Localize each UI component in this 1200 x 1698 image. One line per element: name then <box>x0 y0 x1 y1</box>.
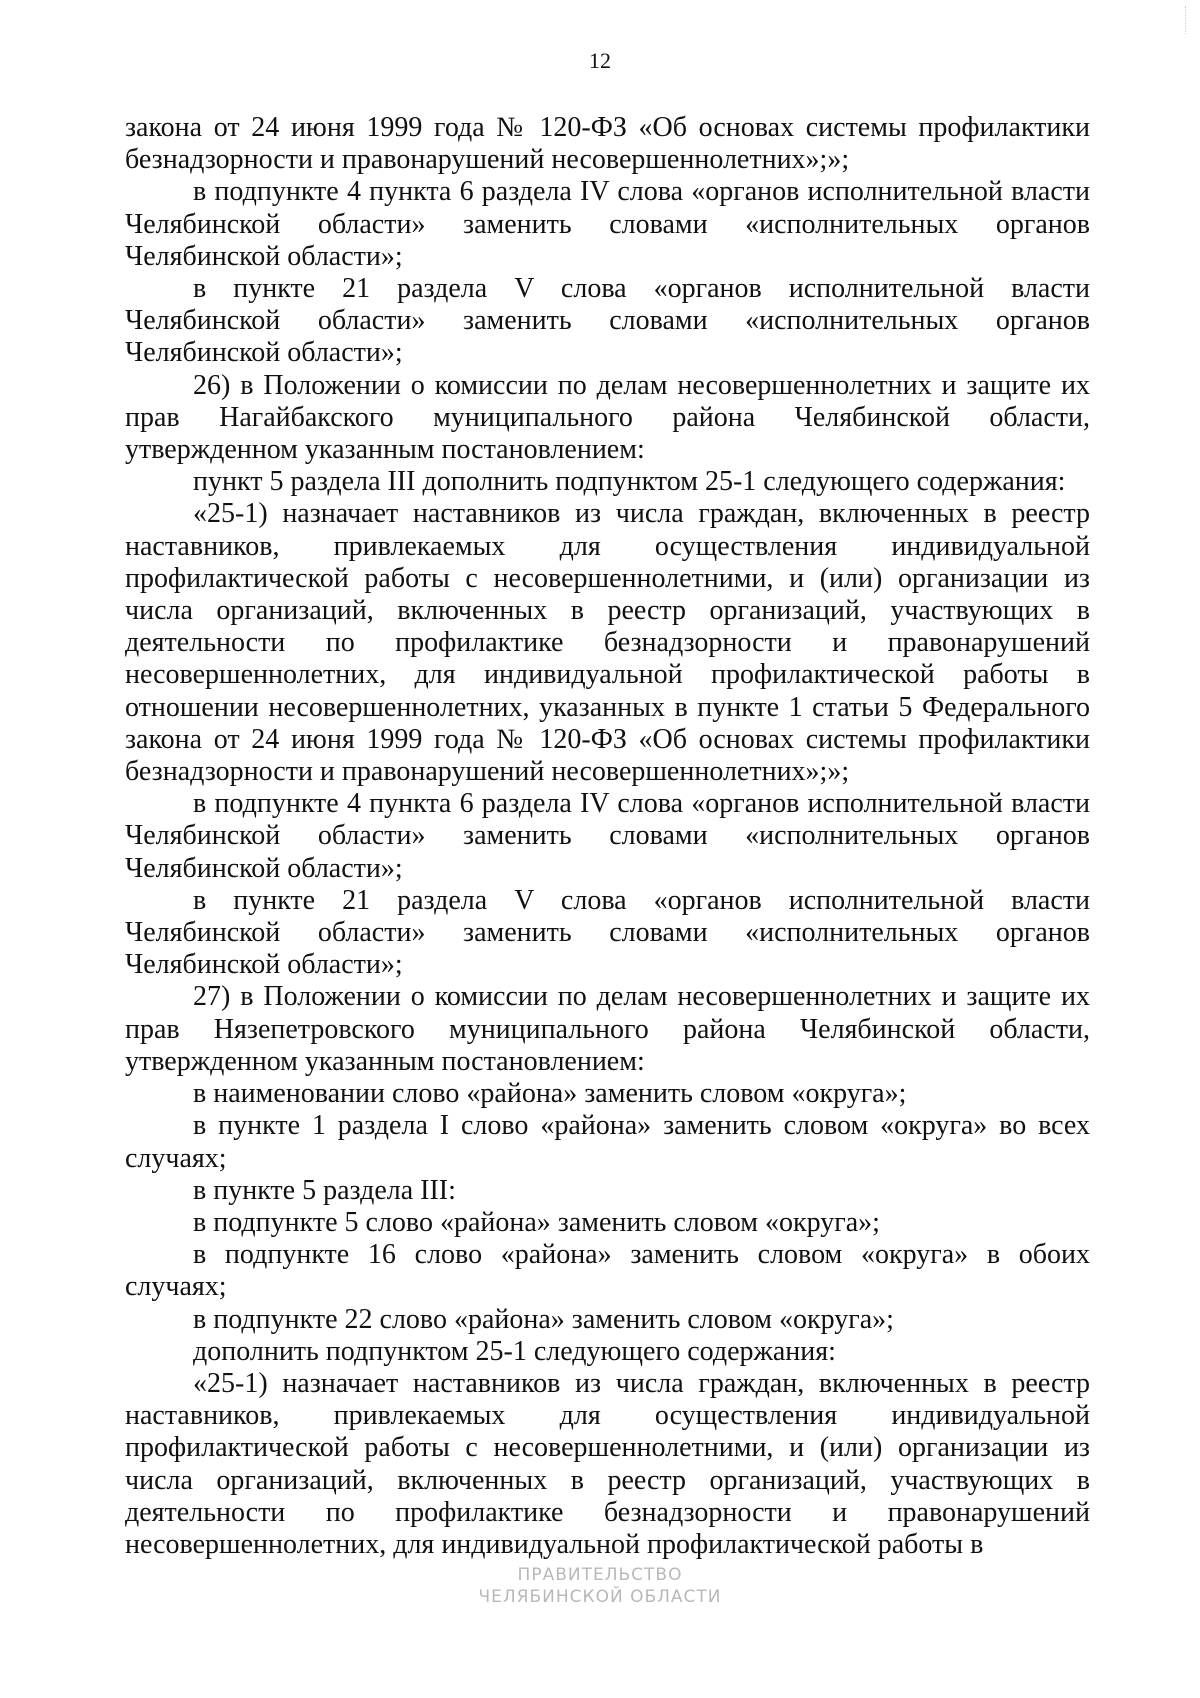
paragraph: в подпункте 4 пункта 6 раздела IV слова «органов исполнительной власти Челябинской области» заменить словами «исполнительных органов Челябинской области»; <box>125 788 1090 884</box>
paragraph: 27) в Положении о комиссии по делам несовершеннолетних и защите их прав Нязепетровского муниципального района Челябинской области, утвержденном указанным постановлением: <box>125 981 1090 1077</box>
paragraph: в пункте 21 раздела V слова «органов исполнительной власти Челябинской области» заменить словами «исполнительных органов Челябинской области»; <box>125 884 1090 981</box>
paragraph: «25-1) назначает наставников из числа граждан, включенных в реестр наставников, привлекаемых для осуществления индивидуальной профилактической работы с несовершеннолетними, и (или) организации из числа организаций, включенных в реестр организаций, участвующих в деятельности по профилактике безнадзорности и правонарушений несовершеннолетних, для индивидуальной профилактической работы в отношении несовершеннолетних, указанных в пункте 1 статьи 5 Федерального закона от 24 июня 1999 года № 120-ФЗ «Об основах системы профилактики безнадзорности и правонарушений несовершеннолетних»;»; <box>125 498 1090 788</box>
document-body <box>125 112 1090 1561</box>
paragraph: дополнить подпунктом 25-1 следующего содержания: <box>193 1335 836 1367</box>
page-number: 12 <box>589 48 611 73</box>
paragraph: в подпункте 5 слово «района» заменить словом «округа»; <box>193 1206 880 1238</box>
paragraph: 26) в Положении о комиссии по делам несовершеннолетних и защите их прав Нагайбакского муниципального района Челябинской области, утвержденном указанным постановлением: <box>125 369 1090 466</box>
paragraph: в наименовании слово «района» заменить словом «округа»; <box>193 1078 907 1110</box>
paragraph: «25-1) назначает наставников из числа граждан, включенных в реестр наставников, привлекаемых для осуществления индивидуальной профилактической работы с несовершеннолетними, и (или) организации из числа организаций, включенных в реестр организаций, участвующих в деятельности по профилактике безнадзорности и правонарушений несовершеннолетних, для индивидуальной профилактической работы в <box>125 1367 1090 1560</box>
paragraph: в пункте 5 раздела III: <box>193 1174 456 1206</box>
paragraph: в подпункте 22 слово «района» заменить словом «округа»; <box>193 1303 894 1335</box>
paragraph: в пункте 1 раздела I слово «района» заменить словом «округа» во всех случаях; <box>125 1110 1090 1174</box>
paragraph: в подпункте 16 слово «района» заменить словом «округа» в обоих случаях; <box>125 1239 1090 1303</box>
watermark-stamp <box>0 1564 1200 1608</box>
paragraph: в пункте 21 раздела V слова «органов исполнительной власти Челябинской области» заменить словами «исполнительных органов Челябинской области»; <box>125 273 1090 369</box>
watermark-line: ПРАВИТЕЛЬСТВО <box>517 1565 683 1585</box>
scan-edge-mark <box>1185 6 1192 34</box>
paragraph: пункт 5 раздела III дополнить подпунктом 25-1 следующего содержания: <box>193 466 1066 498</box>
paragraph: в подпункте 4 пункта 6 раздела IV слова «органов исполнительной власти Челябинской области» заменить словами «исполнительных органов Челябинской области»; <box>125 176 1090 272</box>
watermark-line: ЧЕЛЯБИНСКОЙ ОБЛАСТИ <box>478 1587 722 1607</box>
paragraph: закона от 24 июня 1999 года № 120-ФЗ «Об основах системы профилактики безнадзорности и правонарушений несовершеннолетних»;»; <box>125 112 1090 176</box>
